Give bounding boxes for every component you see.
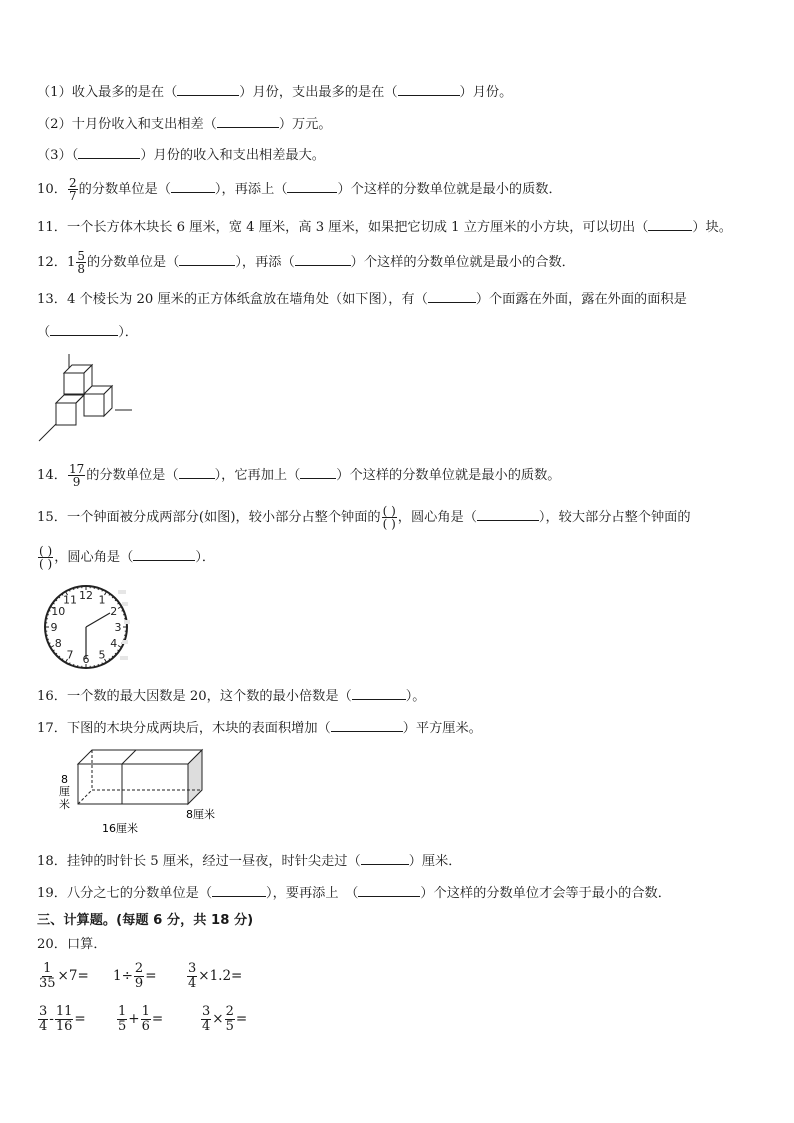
answer-blank[interactable] (177, 83, 239, 96)
clock-number: 11 (63, 593, 77, 607)
clock-tick (73, 664, 74, 666)
label-length: 16厘米 (102, 822, 138, 835)
answer-blank[interactable] (398, 83, 460, 96)
question-16: 16．一个数的最大因数是 20，这个数的最小倍数是（ ）。 (37, 689, 426, 704)
question-13: 13．4 个棱长为 20 厘米的正方体纸盒放在墙角处（如下图），有（ ）个面露在外面，露在外面的面积是 (37, 292, 687, 307)
answer-blank[interactable] (295, 253, 351, 266)
clock-number: 3 (114, 621, 122, 634)
clock-tick (98, 588, 99, 590)
question-13-cont: （ ）． (37, 325, 138, 340)
question-15: 15．一个钟面被分成两部分(如图)，较小部分占整个钟面的 $\frac{( )}{( )}$ ，圆心角是（ ），较大部分占整个钟面的 (37, 504, 691, 531)
clock-tick (47, 639, 49, 640)
answer-blank[interactable] (179, 253, 235, 266)
answer-blank[interactable] (171, 180, 215, 193)
question-15-cont: $\frac{( )}{( )}$ ，圆心角是（ ）． (39, 544, 216, 571)
answer-blank[interactable] (477, 508, 539, 521)
q9-sub3: （3）（ ）月份的收入和支出相差最大。 (37, 148, 325, 163)
clock-number: 7 (66, 648, 74, 662)
clock-number: 12 (79, 589, 93, 602)
answer-blank[interactable] (212, 884, 266, 897)
answer-blank[interactable] (358, 884, 420, 897)
question-18: 18．挂钟的时针长 5 厘米，经过一昼夜，时针尖走过（ ）厘米． (37, 854, 462, 869)
answer-blank[interactable] (428, 290, 476, 303)
clock-figure (40, 582, 135, 672)
clock-tick (98, 664, 99, 666)
fraction: $\frac{5}{8}$ (77, 249, 85, 276)
answer-blank[interactable] (287, 180, 337, 193)
question-14: 14． $\frac{17}{9}$ 的分数单位是（ ），它再加上（ ）个这样的分数单位就是最小的质数。 (37, 462, 561, 489)
answer-blank[interactable] (361, 852, 409, 865)
cube-front-face (64, 373, 84, 394)
answer-blank[interactable] (179, 466, 215, 479)
answer-blank[interactable] (300, 466, 336, 479)
calc-3: $\frac{3}{4}$ ×1.2= (188, 961, 243, 991)
clock-number: 8 (54, 637, 62, 650)
label-height: 8 (61, 773, 68, 786)
block-figure (55, 745, 235, 840)
fraction: $\frac{2}{7}$ (68, 176, 77, 203)
answer-blank[interactable] (352, 687, 406, 700)
calc-5: $\frac{1}{5}$ + $\frac{1}{6}$ = (118, 1004, 164, 1034)
svg-text:厘: 厘 (59, 785, 70, 798)
calc-6: $\frac{3}{4}$ × $\frac{2}{5}$ = (202, 1004, 248, 1034)
answer-blank[interactable] (217, 115, 279, 128)
svg-text:米: 米 (59, 798, 70, 811)
answer-blank[interactable] (331, 719, 403, 732)
fraction-blank[interactable]: $\frac{( )}{( )}$ (382, 504, 396, 531)
question-19: 19．八分之七的分数单位是（ ），要再添上 （ ）个这样的分数单位才会等于最小的合数． (37, 886, 671, 901)
question-12: 12．1 $\frac{5}{8}$ 的分数单位是（ ），再添（ ）个这样的分数单位就是最小的合数． (37, 249, 575, 276)
question-17: 17．下图的木块分成两块后，木块的表面积增加（ ）平方厘米。 (37, 721, 482, 736)
clock-number: 5 (98, 648, 106, 662)
question-11: 11．一个长方体木块长 6 厘米，宽 4 厘米，高 3 厘米，如果把它切成 1 立方厘米的小方块，可以切出（ ）块。 (37, 220, 732, 235)
clock-number: 1 (98, 593, 106, 607)
question-10: 10． $\frac{2}{7}$ 的分数单位是（ ），再添上（ ）个这样的分数单位就是最小的质数． (37, 176, 562, 203)
cubes-figure (36, 350, 136, 445)
clock-number: 4 (110, 637, 118, 650)
calc-1: $\frac{1}{35}$ ×7= (39, 961, 89, 991)
clock-number: 2 (110, 605, 118, 618)
label-width: 8厘米 (186, 808, 215, 821)
answer-blank[interactable] (50, 323, 118, 336)
calc-2: 1÷ $\frac{2}{9}$ = (113, 961, 157, 991)
answer-blank[interactable] (648, 218, 692, 231)
question-20: 20．口算． (37, 937, 107, 952)
clock-tick (47, 614, 49, 615)
answer-blank[interactable] (133, 548, 195, 561)
clock-number: 6 (82, 653, 90, 666)
clock-number: 9 (50, 621, 58, 634)
fraction-blank[interactable]: $\frac{( )}{( )}$ (39, 544, 53, 571)
section-title: 三、计算题。(每题 6 分，共 18 分) (37, 913, 254, 928)
calc-4: $\frac{3}{4}$ - $\frac{11}{16}$ = (39, 1004, 86, 1034)
answer-blank[interactable] (78, 146, 140, 159)
clock-tick (123, 639, 125, 640)
fraction: $\frac{17}{9}$ (68, 462, 85, 489)
q9-sub1: （1）收入最多的是在（ ）月份，支出最多的是在（ ）月份。 (37, 85, 513, 100)
q9-sub2: （2）十月份收入和支出相差（ ）万元。 (37, 117, 332, 132)
clock-tick (73, 588, 74, 590)
clock-number: 10 (51, 605, 66, 618)
clock-tick (123, 614, 125, 615)
